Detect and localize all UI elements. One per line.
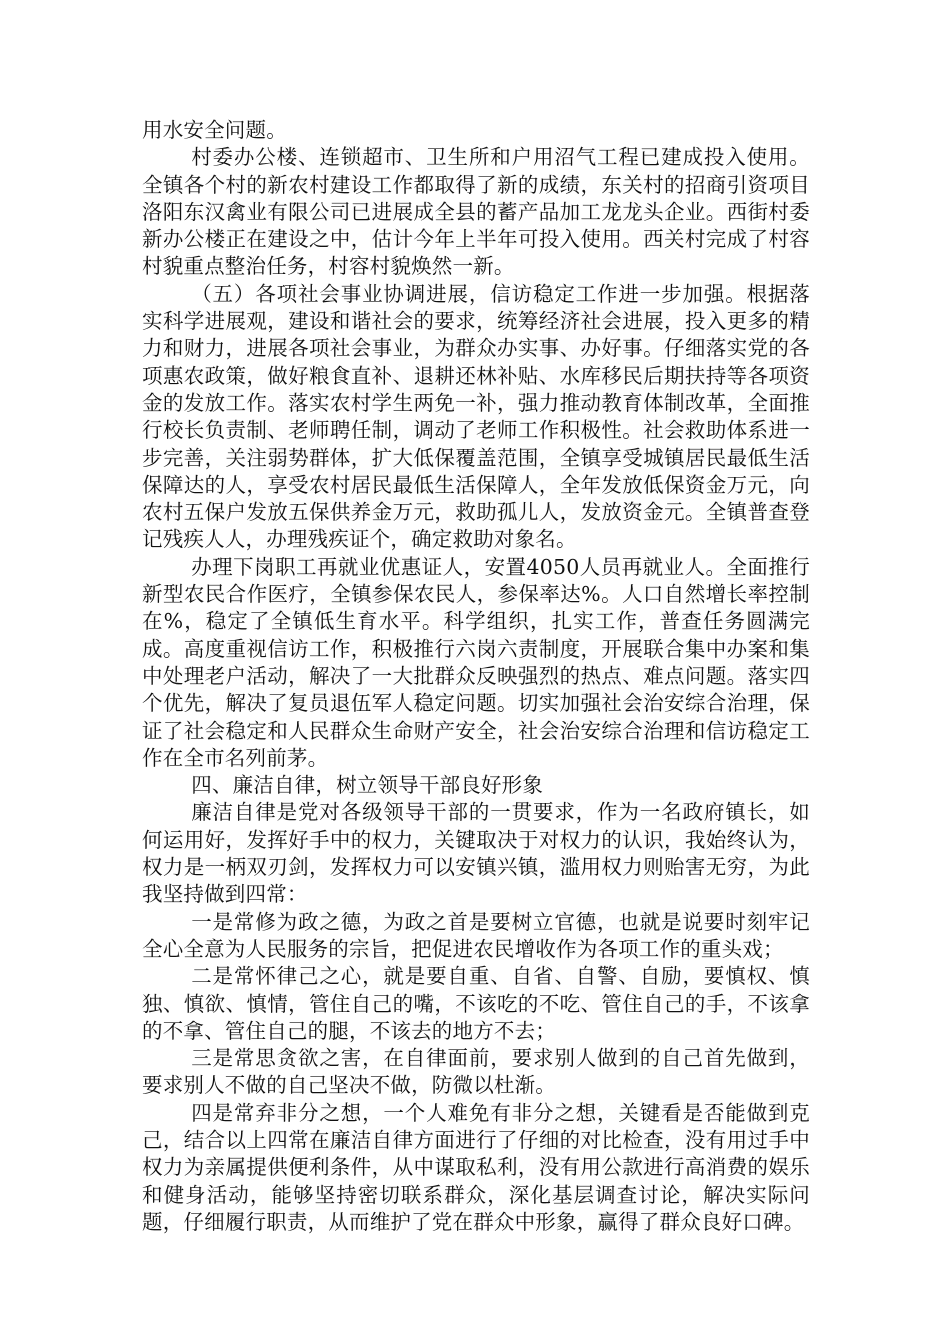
paragraph-integrity-intro: 廉洁自律是党对各级领导干部的一贯要求，作为一名政府镇长，如何运用好，发挥好手中的权力，关键取决于对权力的认识，我始终认为，权力是一柄双刃剑，发挥权力可以安镇兴镇，滥用权力则贻害无穷，为此我坚持做到四常： (142, 800, 810, 907)
paragraph-second-constant: 二是常怀律己之心，就是要自重、自省、自警、自励，要慎权、慎独、慎欲、慎情，管住自己的嘴，不该吃的不吃、管住自己的手，不该拿的不拿、管住自己的腿，不该去的地方不去； (142, 964, 810, 1043)
section-heading-integrity: 四、廉洁自律，树立领导干部良好形象 (191, 773, 544, 798)
paragraph-first-constant: 一是常修为政之德，为政之首是要树立官德，也就是说要时刻牢记全心全意为人民服务的宗旨，把促进农民增收作为各项工作的重头戏； (142, 909, 810, 961)
paragraph-social-affairs: （五）各项社会事业协调进展，信访稳定工作进一步加强。根据落实科学进展观，建设和谐社会的要求，统筹经济社会进展，投入更多的精力和财力，进展各项社会事业，为群众办实事、办好事。仔细落实党的各项惠农政策，做好粮食直补、退耕还林补贴、水库移民后期扶持等各项资金的发放工作。落实农村学生两免一补，强力推动教育体制改革，全面推行校长负责制、老师聘任制，调动了老师工作积极性。社会救助体系进一步完善，关注弱势群体，扩大低保覆盖范围，全镇享受城镇居民最低生活保障达的人，享受农村居民最低生活保障人，全年发放低保资金万元，向农村五保户发放五保供养金万元，救助孤儿人，发放资金元。全镇普查登记残疾人人，办理残疾证个，确定救助对象名。 (142, 281, 810, 552)
paragraph-village-construction: 村委办公楼、连锁超市、卫生所和户用沼气工程已建成投入使用。全镇各个村的新农村建设工作都取得了新的成绩，东关村的招商引资项目洛阳东汉禽业有限公司已进展成全县的蓄产品加工龙龙头企业。西街村委新办公楼正在建设之中，估计今年上半年可投入使用。西关村完成了村容村貌重点整治任务，村容村貌焕然一新。 (142, 145, 810, 279)
paragraph-continuation: 用水安全问题。 (142, 118, 287, 142)
paragraph-third-constant: 三是常思贪欲之害，在自律面前，要求别人做到的自己首先做到，要求别人不做的自己坚决不做，防微以杜渐。 (142, 1046, 810, 1098)
paragraph-employment-petitions: 办理下岗职工再就业优惠证人，安置4050人员再就业人。全面推行新型农民合作医疗，全镇参保农民人，参保率达%。人口自然增长率控制在%，稳定了全镇低生育水平。科学组织，扎实工作，普查任务圆满完成。高度重视信访工作，积极推行六岗六责制度，开展联合集中办案和集中处理老户活动，解决了一大批群众反映强烈的热点、难点问题。落实四个优先，解决了复员退伍军人稳定问题。切实加强社会治安综合治理，保证了社会稳定和人民群众生命财产安全，社会治安综合治理和信访稳定工作在全市名列前茅。 (142, 554, 810, 770)
paragraph-fourth-constant: 四是常弃非分之想，一个人难免有非分之想，关键看是否能做到克己，结合以上四常在廉洁自律方面进行了仔细的对比检查，没有用过手中权力为亲属提供便利条件，从中谋取私利，没有用公款进行高消费的娱乐和健身活动，能够坚持密切联系群众，深化基层调查讨论，解决实际问题，仔细履行职责，从而维护了党在群众中形象，赢得了群众良好口碑。 (142, 1100, 810, 1234)
document-body (142, 117, 810, 1236)
